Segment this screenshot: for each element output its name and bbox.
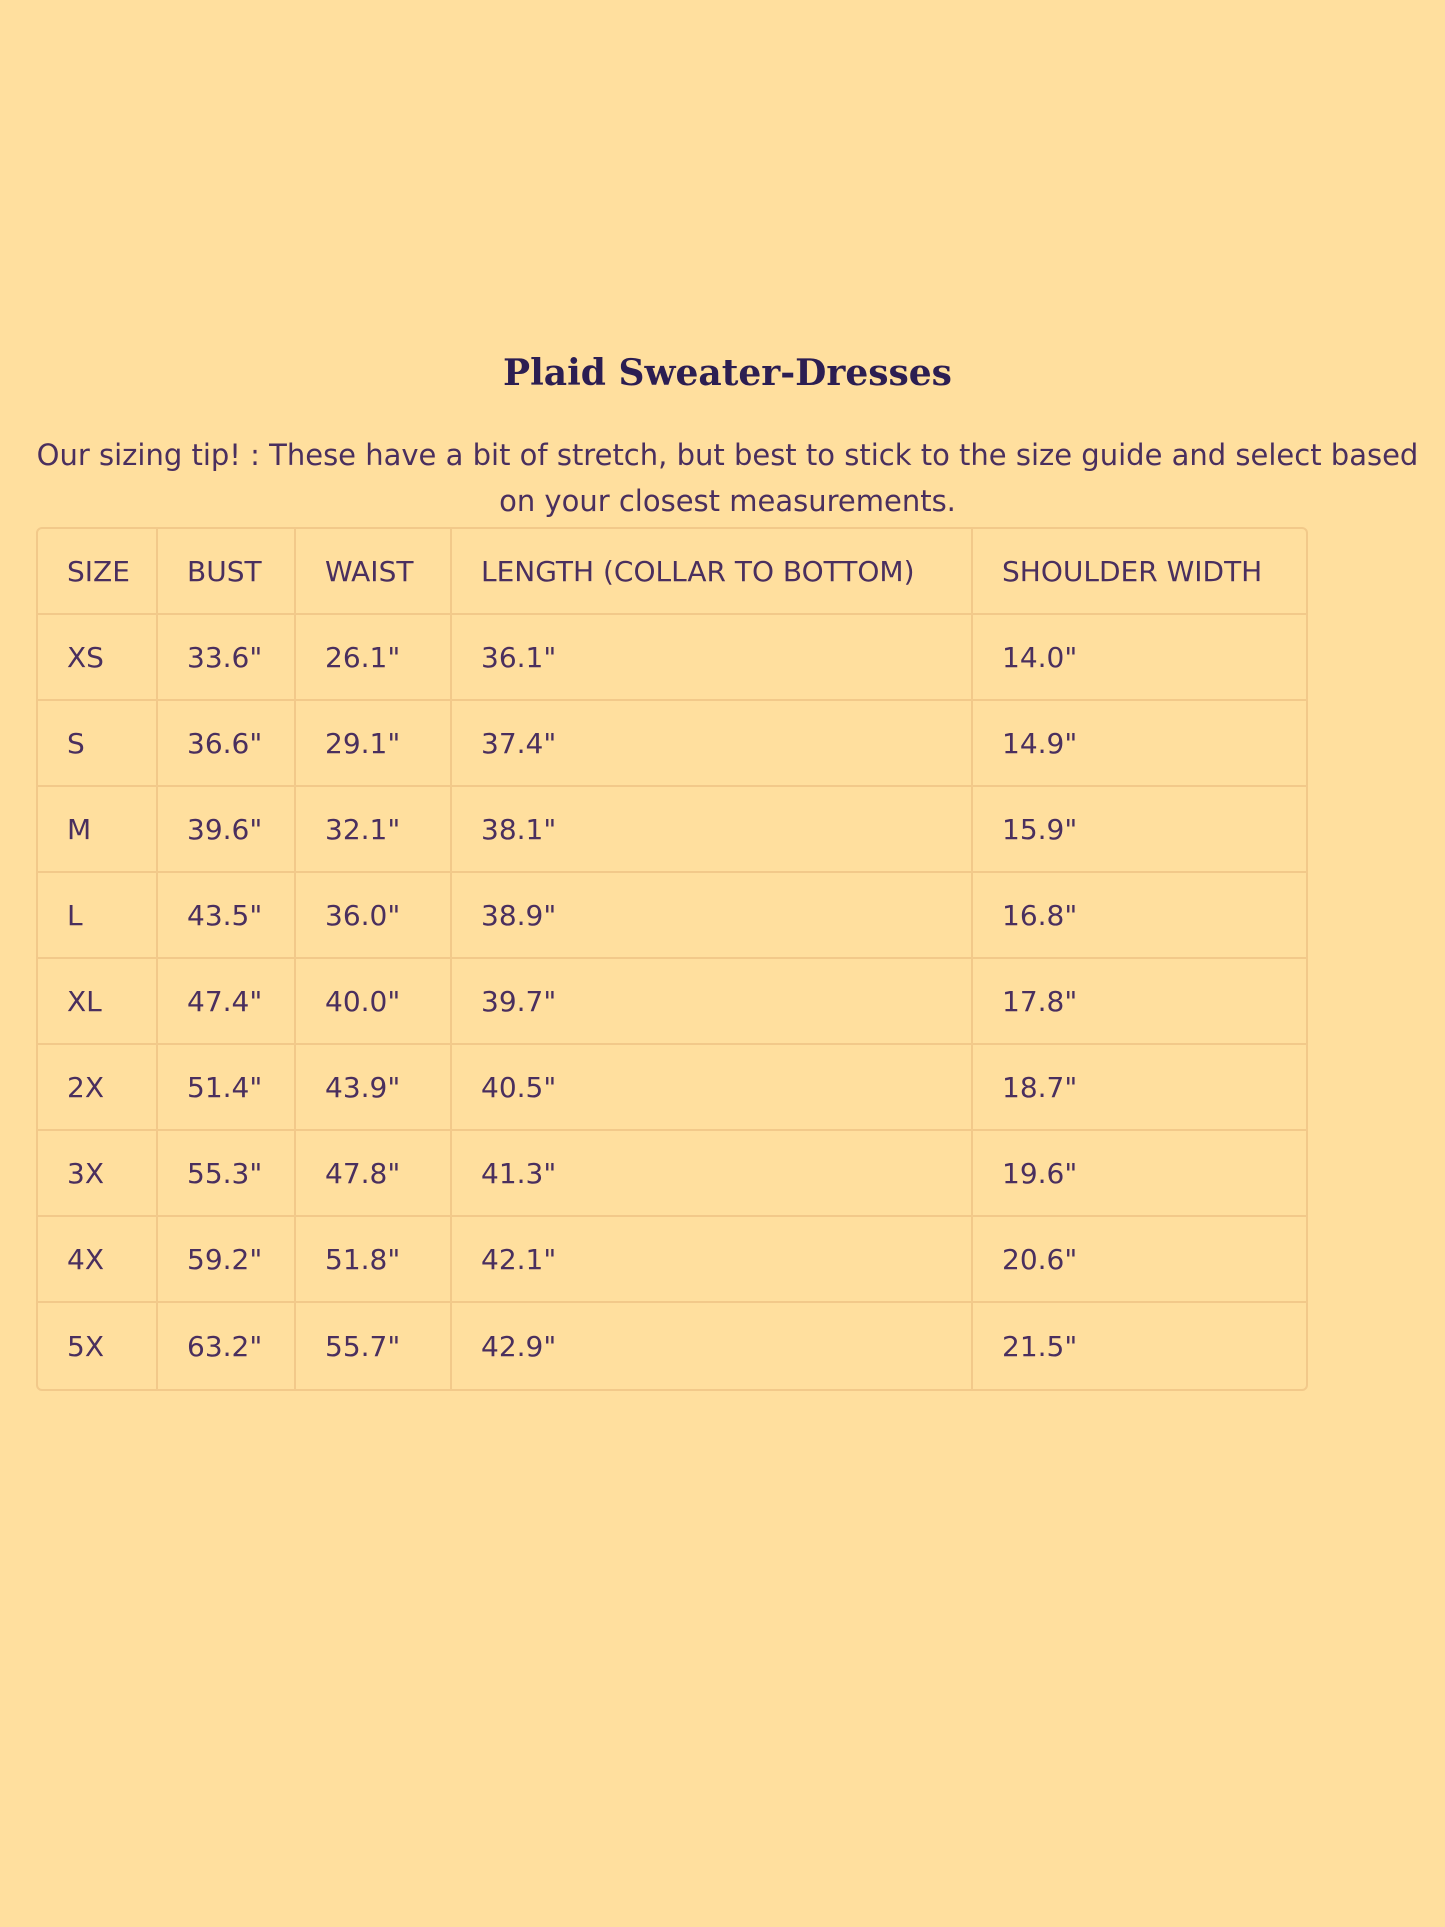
- table-row: [38, 1045, 1306, 1131]
- cell-bust: 39.6": [158, 787, 296, 873]
- cell-bust: 51.4": [158, 1045, 296, 1131]
- cell-size: 2X: [38, 1045, 158, 1131]
- header-waist: WAIST: [296, 529, 452, 615]
- cell-length: 39.7": [452, 959, 973, 1045]
- cell-length: 36.1": [452, 615, 973, 701]
- table-row: [38, 1217, 1306, 1303]
- cell-length: 42.1": [452, 1217, 973, 1303]
- table-row: [38, 1131, 1306, 1217]
- cell-length: 40.5": [452, 1045, 973, 1131]
- cell-size: 3X: [38, 1131, 158, 1217]
- cell-shoulder-width: 14.0": [973, 615, 1306, 701]
- sizing-tip: Our sizing tip! : These have a bit of stretch, but best to stick to the size guide and select based on your closest measurements.: [36, 438, 1419, 518]
- cell-shoulder-width: 20.6": [973, 1217, 1306, 1303]
- table-header-row: [38, 529, 1306, 615]
- header-size: SIZE: [38, 529, 158, 615]
- table-row: [38, 873, 1306, 959]
- cell-length: 37.4": [452, 701, 973, 787]
- cell-size: 5X: [38, 1303, 158, 1389]
- cell-size: XS: [38, 615, 158, 701]
- cell-waist: 32.1": [296, 787, 452, 873]
- cell-waist: 36.0": [296, 873, 452, 959]
- table-row: [38, 1303, 1306, 1389]
- cell-shoulder-width: 14.9": [973, 701, 1306, 787]
- cell-bust: 43.5": [158, 873, 296, 959]
- cell-bust: 63.2": [158, 1303, 296, 1389]
- cell-waist: 26.1": [296, 615, 452, 701]
- cell-waist: 47.8": [296, 1131, 452, 1217]
- cell-size: M: [38, 787, 158, 873]
- cell-bust: 33.6": [158, 615, 296, 701]
- cell-waist: 51.8": [296, 1217, 452, 1303]
- cell-shoulder-width: 16.8": [973, 873, 1306, 959]
- table-row: [38, 701, 1306, 787]
- header-shoulder-width: SHOULDER WIDTH: [973, 529, 1306, 615]
- header-bust: BUST: [158, 529, 296, 615]
- cell-shoulder-width: 21.5": [1002, 1329, 1078, 1363]
- cell-shoulder-width: 19.6": [973, 1131, 1306, 1217]
- cell-size: L: [38, 873, 158, 959]
- cell-bust: 47.4": [158, 959, 296, 1045]
- cell-bust: 36.6": [158, 701, 296, 787]
- cell-waist: 29.1": [296, 701, 452, 787]
- page-title: Plaid Sweater-Dresses: [503, 352, 952, 394]
- cell-bust: 55.3": [158, 1131, 296, 1217]
- size-chart-table: [36, 527, 1308, 1391]
- cell-shoulder-width: 15.9": [973, 787, 1306, 873]
- cell-waist: 40.0": [296, 959, 452, 1045]
- cell-size: 4X: [38, 1217, 158, 1303]
- cell-length: 42.9": [452, 1303, 973, 1389]
- cell-length: 38.9": [452, 873, 973, 959]
- cell-length: 38.1": [452, 787, 973, 873]
- cell-waist: 55.7": [296, 1303, 452, 1389]
- table-row: [38, 959, 1306, 1045]
- table-row: [38, 615, 1306, 701]
- cell-shoulder-width: 17.8": [973, 959, 1306, 1045]
- header-length: LENGTH (COLLAR TO BOTTOM): [452, 529, 973, 615]
- cell-size: XL: [38, 959, 158, 1045]
- cell-length: 41.3": [452, 1131, 973, 1217]
- cell-shoulder-width: 18.7": [973, 1045, 1306, 1131]
- table-row: [38, 787, 1306, 873]
- cell-bust: 59.2": [158, 1217, 296, 1303]
- cell-size: S: [38, 701, 158, 787]
- cell-waist: 43.9": [296, 1045, 452, 1131]
